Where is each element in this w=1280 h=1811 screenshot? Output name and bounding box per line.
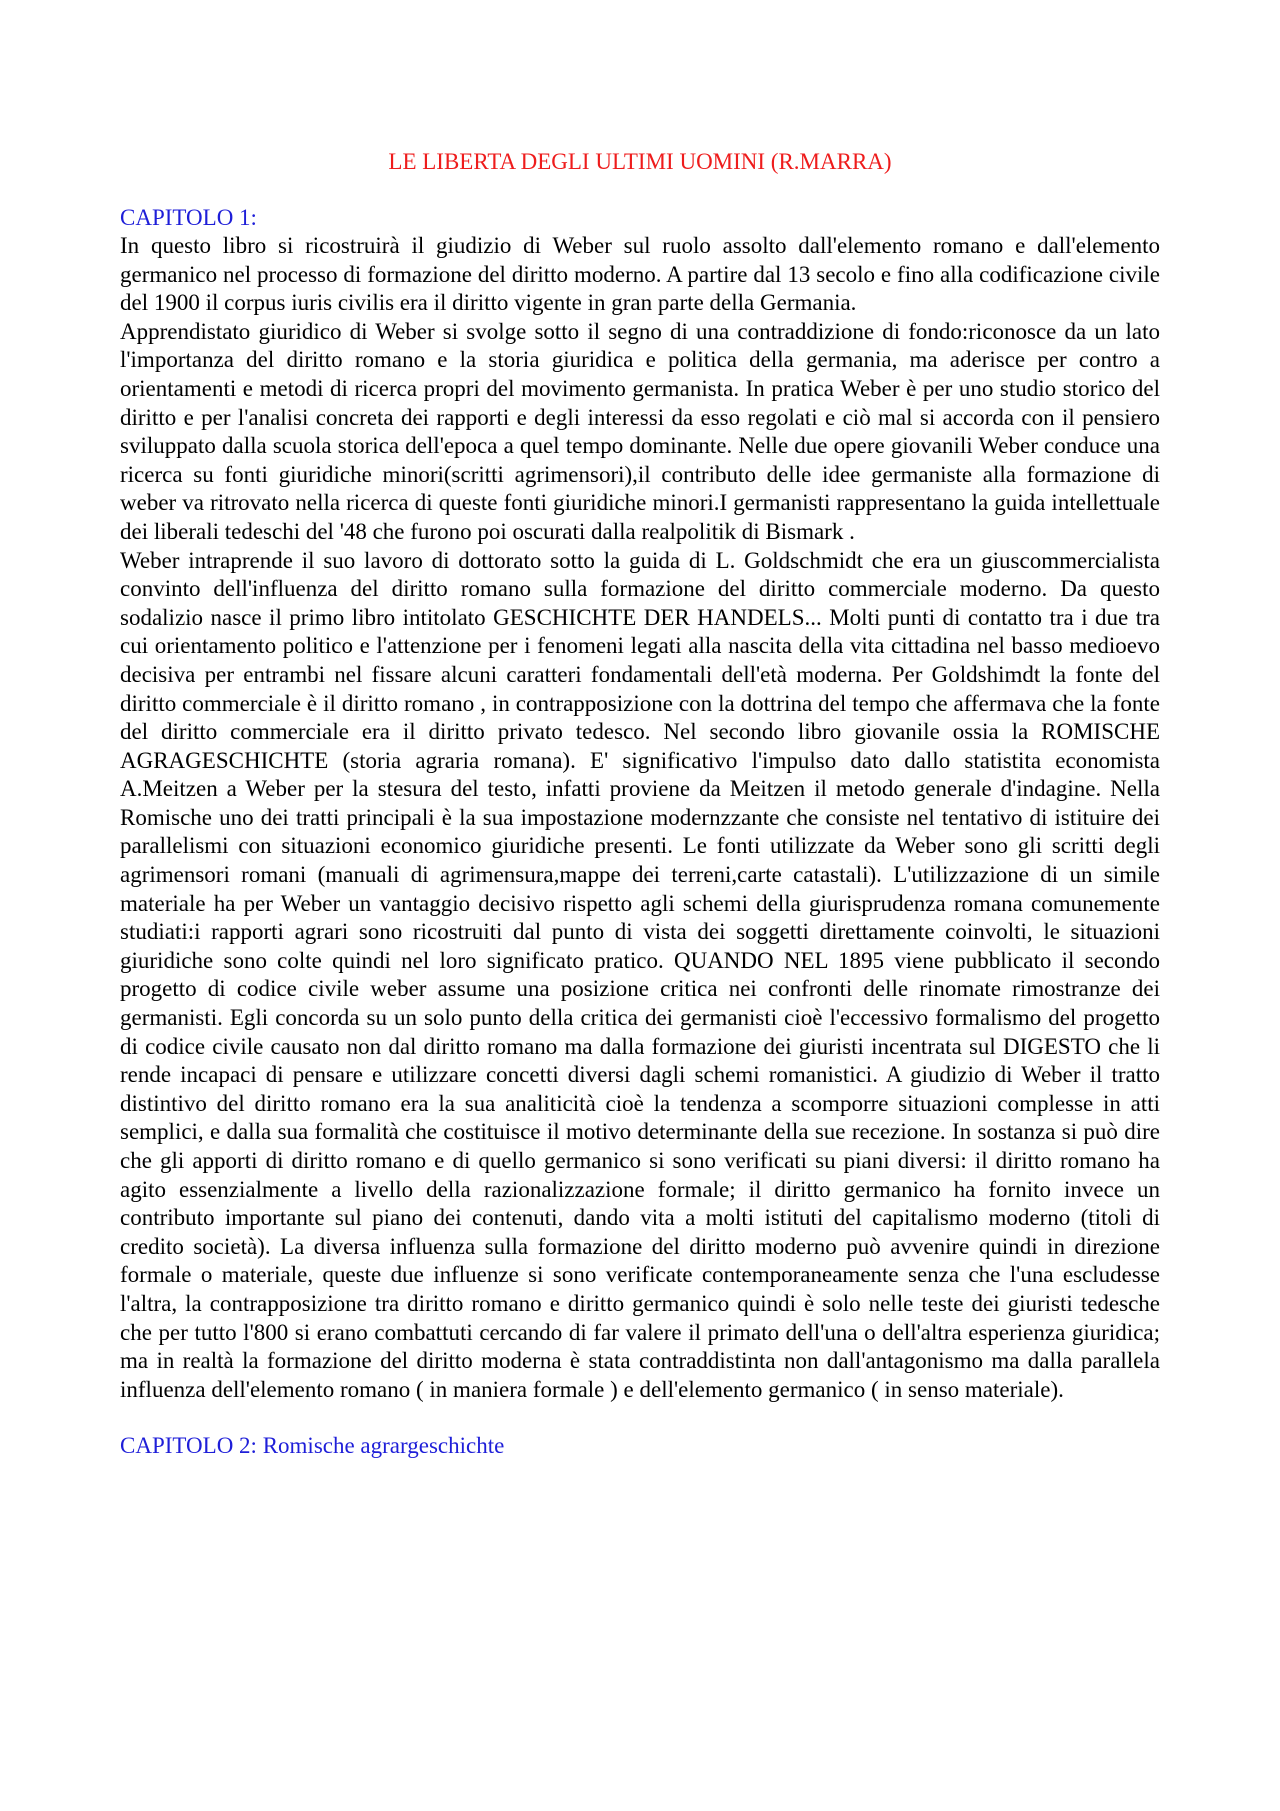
document-title: LE LIBERTA DEGLI ULTIMI UOMINI (R.MARRA) <box>388 149 892 174</box>
chapter-1-heading: CAPITOLO 1: <box>120 205 257 230</box>
chapter-1-paragraph-3: Weber intraprende il suo lavoro di dottorato sotto la guida di L. Goldschmidt che era un giuscommercialista convinto dell'influenza del diritto romano sulla formazione del diritto commerciale moderno. Da questo sodalizio nasce il primo libro intitolato GESCHICHTE DER HANDELS... Molti punti di contatto tra i due tra cui orientamento politico e l'attenzione per i fenomeni legati alla nascita della vita cittadina nel basso medioevo decisiva per entrambi nel fissare alcuni caratteri fondamentali dell'età moderna. Per Goldshimdt la fonte del diritto commerciale è il diritto romano , in contrapposizione con la dottrina del tempo che affermava che la fonte del diritto commerciale era il diritto privato tedesco. Nel secondo libro giovanile ossia la ROMISCHE AGRAGESCHICHTE (storia agraria romana). E' significativo l'impulso dato dallo statistita economista A.Meitzen a Weber per la stesura del testo, infatti proviene da Meitzen il metodo generale d'indagine. Nella Romische uno dei tratti principali è la sua impostazione modernzzante che consiste nel tentativo di istituire dei parallelismi con situazioni economico giuridiche presenti. Le fonti utilizzate da Weber sono gli scritti degli agrimensori romani (manuali di agrimensura,mappe dei terreni,carte catastali). L'utilizzazione di un simile materiale ha per Weber un vantaggio decisivo rispetto agli schemi della giurisprudenza romana comunemente studiati:i rapporti agrari sono ricostruiti dal punto di vista dei soggetti direttamente coinvolti, le situazioni giuridiche sono colte quindi nel loro significato pratico. QUANDO NEL 1895 viene pubblicato il secondo progetto di codice civile weber assume una posizione critica nei confronti delle rinomate rimostranze dei germanisti. Egli concorda su un solo punto della critica dei germanisti cioè l'eccessivo formalismo del progetto di codice civile causato non dal diritto romano ma dalla formazione dei giuristi incentrata sul DIGESTO che li rende incapaci di pensare e utilizzare concetti diversi dagli schemi romanistici. A giudizio di Weber il tratto distintivo del diritto romano era la sua analiticità cioè la tendenza a scomporre situazioni complesse in atti semplici, e dalla sua formalità che costituisce il motivo determinante della sue recezione. In sostanza si può dire che gli apporti di diritto romano e di quello germanico si sono verificati su piani diversi: il diritto romano ha agito essenzialmente a livello della razionalizzazione formale; il diritto germanico ha fornito invece un contributo importante sul piano dei contenuti, dando vita a molti istituti del capitalismo moderno (titoli di credito società). La diversa influenza sulla formazione del diritto moderno può avvenire quindi in direzione formale o materiale, queste due influenze si sono verificate contemporaneamente senza che l'una escludesse l'altra, la contrapposizione tra diritto romano e diritto germanico quindi è solo nelle teste dei giuristi tedesche che per tutto l'800 si erano combattuti cercando di far valere il primato dell'una o dell'altra esperienza giuridica; ma in realtà la formazione del diritto moderna è stata contraddistinta non dall'antagonismo ma dalla parallela influenza dell'elemento romano ( in maniera formale ) e dell'elemento germanico ( in senso materiale). <box>120 547 1160 1402</box>
chapter-1-paragraph-1: In questo libro si ricostruirà il giudizio di Weber sul ruolo assolto dall'elemento romano e dall'elemento germanico nel processo di formazione del diritto moderno. A partire dal 13 secolo e fino alla codificazione civile del 1900 il corpus iuris civilis era il diritto vigente in gran parte della Germania. <box>120 233 1160 316</box>
chapter-2-heading: CAPITOLO 2: Romische agrargeschichte <box>120 1433 505 1459</box>
chapter-1-paragraph-2: Apprendistato giuridico di Weber si svolge sotto il segno di una contraddizione di fondo:riconosce da un lato l'importanza del diritto romano e la storia giuridica e politica della germania, ma aderisce per contro a orientamenti e metodi di ricerca propri del movimento germanista. In pratica Weber è per uno studio storico del diritto e per l'analisi concreta dei rapporti e degli interessi da esso regolati e ciò mal si accorda con il pensiero sviluppato dalla scuola storica dell'epoca a quel tempo dominante. Nelle due opere giovanili Weber conduce una ricerca su fonti giuridiche minori(scritti agrimensori),il contributo delle idee germaniste alla formazione di weber va ritrovato nella ricerca di queste fonti giuridiche minori.I germanisti rappresentano la guida intellettuale dei liberali tedeschi del '48 che furono poi oscurati dalla realpolitik di Bismark . <box>120 318 1160 544</box>
document-page <box>120 148 1160 1460</box>
